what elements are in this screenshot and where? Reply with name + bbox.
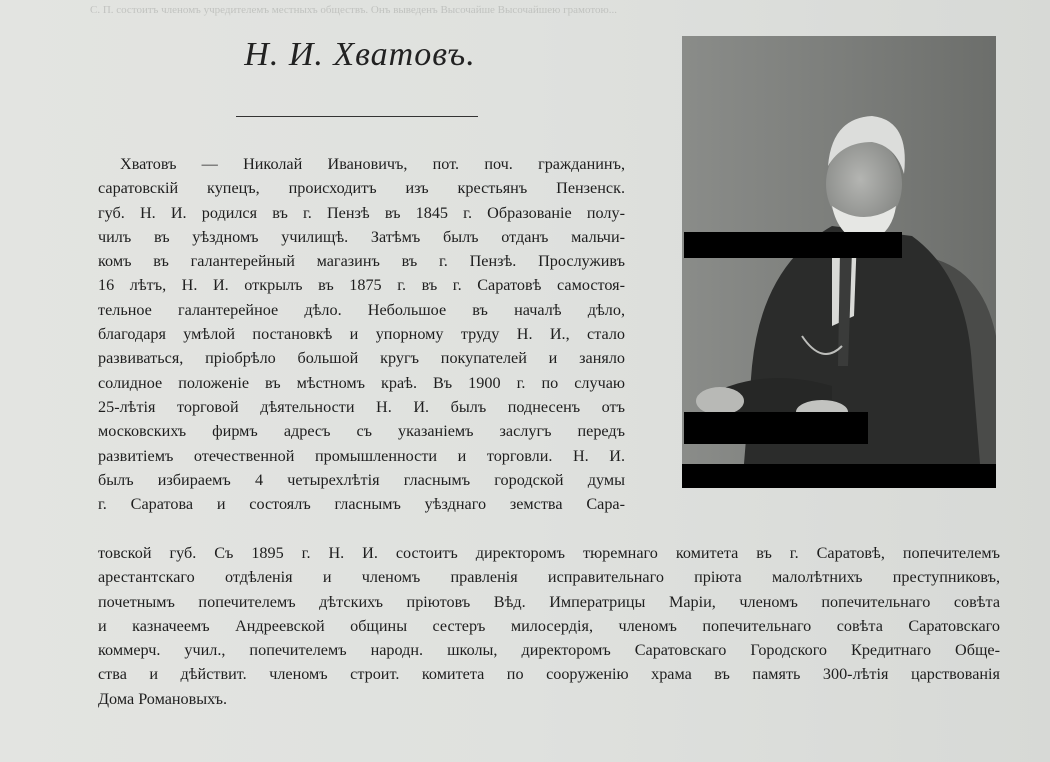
text-line: почетнымъ попечителемъ дѣтскихъ пріютовъ Вѣд. Императрицы Маріи, членомъ попечительнаго совѣта [98,592,1000,611]
text-line: товской губ. Съ 1895 г. Н. И. состоитъ директоромъ тюремнаго комитета въ г. Саратовѣ, попечителемъ [98,544,1000,562]
page-title: Н. И. Хватовъ. [244,36,476,73]
text-line: арестантскаго отдѣленія и членомъ правленія исправительнаго пріюта малолѣтнихъ преступниковъ, [98,568,1000,587]
text-line: развиваться, пріобрѣло большой кругъ покупателей и заняло [98,349,625,368]
bleed-through-text: С. П. состоитъ членомъ учредителемъ местныхъ обществъ. Онъ выведенъ Высочайше Высочайшею грамотою... [90,4,617,16]
text-line: 25-лѣтія торговой дѣятельности Н. И. былъ поднесенъ отъ [98,397,625,416]
text-line: былъ избираемъ 4 четырехлѣтія гласнымъ городской думы [98,470,625,489]
text-line: 16 лѣтъ, Н. И. открылъ въ 1875 г. въ г. Саратовѣ самостоя- [98,276,625,295]
text-line: чилъ въ уѣздномъ училищѣ. Затѣмъ былъ отданъ мальчи- [98,227,625,246]
biography-full-width [98,541,1000,711]
text-line: развитіемъ отечественной промышленности и торговли. Н. И. [98,446,625,465]
redaction-bar [684,232,902,258]
text-line: и казначеемъ Андреевской общины сестеръ милосердія, членомъ попечительнаго совѣта Саратовскаго [98,616,1000,635]
text-line: благодаря умѣлой постановкѣ и упорному труду Н. И., стало [98,325,625,344]
text-line: ства и дѣйствит. членомъ строит. комитета по сооруженію храма въ память 300-лѣтія царствованія [98,665,1000,684]
redaction-bar [682,464,996,488]
text-line: московскихъ фирмъ адресъ съ указаніемъ заслугъ передъ [98,422,625,441]
redaction-bar [684,412,868,444]
text-line: саратовскій купецъ, происходитъ изъ крестьянъ Пензенск. [98,179,625,198]
text-line: коммерч. учил., попечителемъ народн. школы, директоромъ Саратовскаго Городского Кредитнаго Обще- [98,641,1000,660]
text-line: Дома Романовыхъ. [98,689,228,708]
text-line: тельное галантерейное дѣло. Небольшое въ началѣ дѣло, [98,300,625,319]
portrait-photo [682,36,996,488]
text-line: губ. Н. И. родился въ г. Пензѣ въ 1845 г. Образованіе полу- [98,203,625,222]
text-line: Хватовъ — Николай Ивановичъ, пот. поч. гражданинъ, [120,155,625,173]
biography-column [98,152,625,516]
text-line: солидное положеніе въ мѣстномъ краѣ. Въ 1900 г. по случаю [98,373,625,392]
title-rule [236,116,478,117]
text-line: г. Саратова и состоялъ гласнымъ уѣзднаго земства Сара- [98,495,625,514]
text-line: комъ въ галантерейный магазинъ въ г. Пензѣ. Прослуживъ [98,252,625,271]
